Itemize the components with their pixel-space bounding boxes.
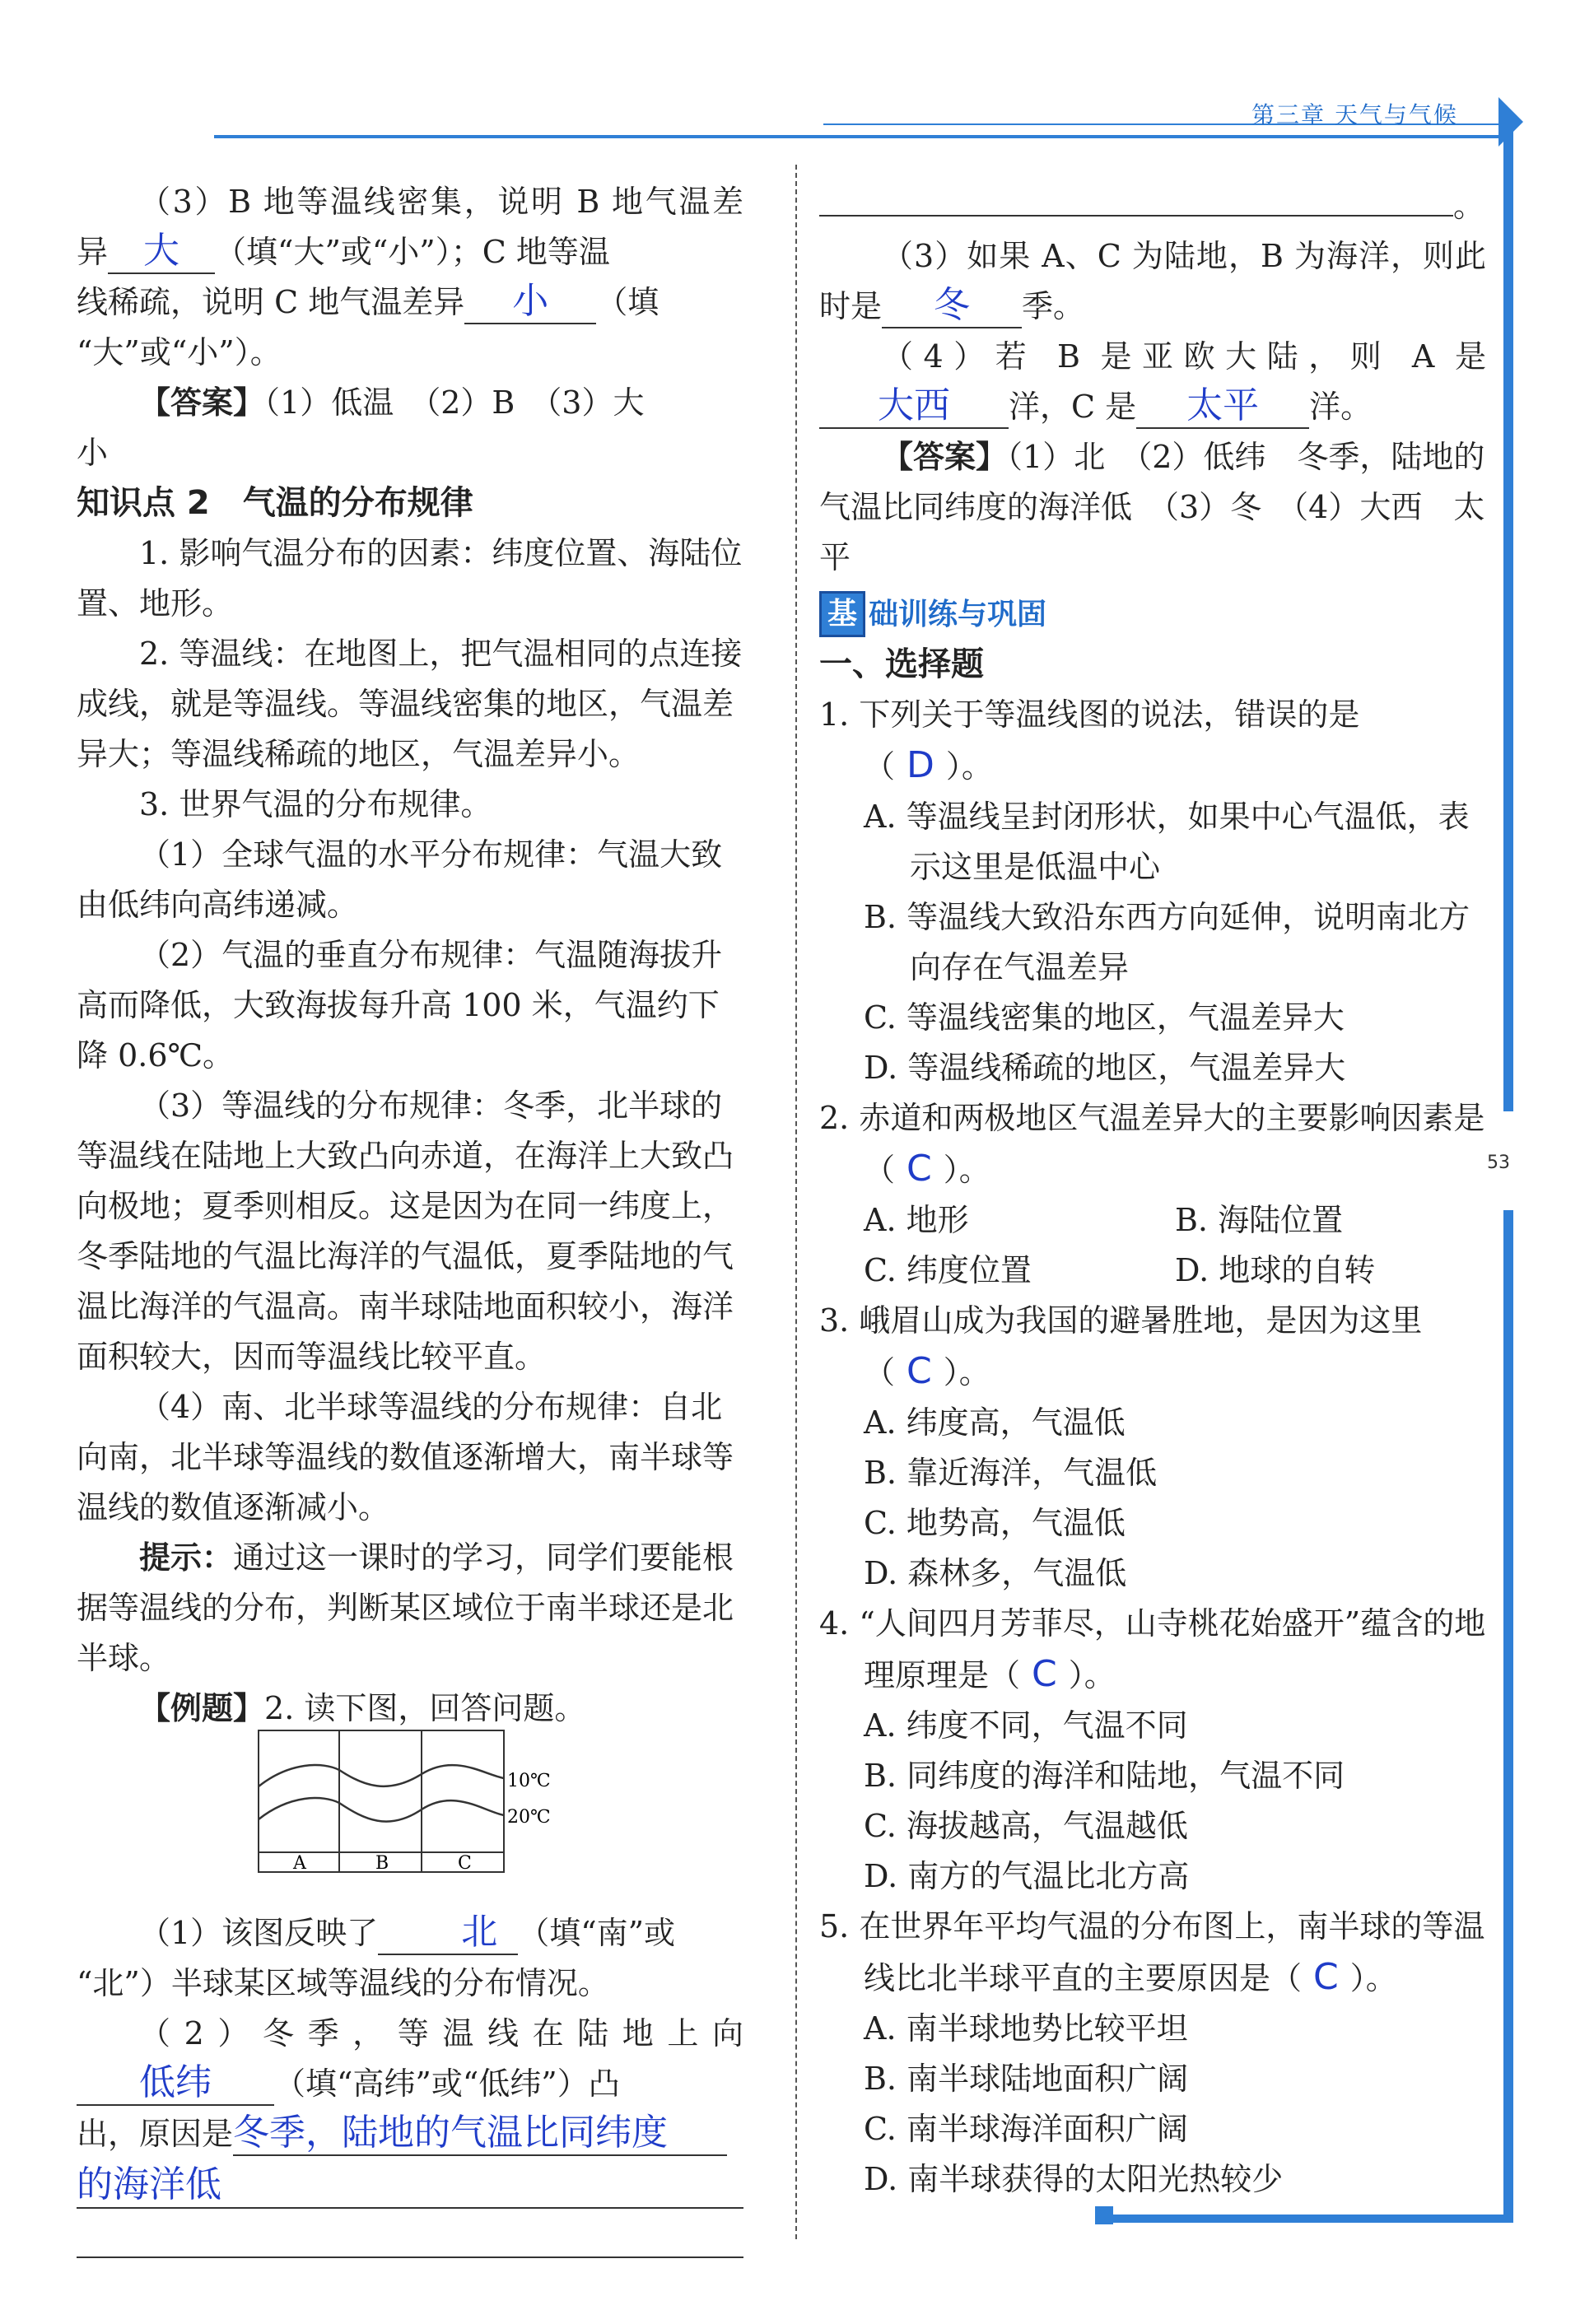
tip-label: 提示：	[139, 1539, 234, 1576]
mcq-question	[819, 690, 1486, 792]
mcq-option[interactable]: C. 海拔越高，气温越低	[864, 1807, 1188, 1844]
ex-q2-line3	[77, 2109, 743, 2159]
section-choice-title: 一、选择题	[819, 645, 984, 683]
handwritten-answer: 大	[143, 230, 180, 272]
q3-line1: （3）B 地等温线密集，说明 B 地气温差	[139, 184, 743, 220]
mcq-option-row	[819, 1195, 1486, 1246]
mcq-option[interactable]: B. 海陆位置	[1175, 1201, 1344, 1238]
mcq-stem-end: ）。	[945, 747, 993, 785]
mcq-option[interactable]: A. 纬度高，气温低	[864, 1404, 1126, 1441]
tip	[77, 1533, 743, 1684]
answer-text: （1）北 （2）低纬 冬季，陆地的气温比同纬度的海洋低 （3）冬 （4）大西 太平	[819, 439, 1485, 575]
answer-1-cont: 小	[77, 435, 109, 471]
section-banner	[819, 588, 1486, 640]
q4-line2	[819, 382, 1486, 432]
handwritten-answer: 低纬	[139, 2061, 212, 2103]
mcq-list	[819, 690, 1486, 2205]
mcq-option[interactable]: C. 南半球海洋面积广阔	[864, 2110, 1188, 2147]
answer-1	[77, 378, 743, 428]
page-number: 53	[1487, 1153, 1510, 1173]
carry-blank[interactable]	[819, 177, 1453, 217]
chapter-heading: 第三章 天气与气候	[1251, 101, 1458, 128]
ex-q2-answer-line[interactable]	[77, 2159, 743, 2209]
isotherm-10	[259, 1765, 504, 1786]
mcq-option[interactable]: C. 纬度位置	[864, 1251, 1032, 1288]
mcq-stem: 4. “人间四月芳菲尽，山寺桃花始盛开”蕴含的地理原理是（	[819, 1604, 1486, 1693]
example-heading	[77, 1684, 743, 1734]
q3-right-text: 时是	[819, 288, 883, 324]
ex-q2-blank2[interactable]	[233, 2112, 727, 2156]
q3-text: （填“大”或“小”）；C 地等温	[215, 234, 610, 270]
handwritten-answer: 的海洋低	[77, 2163, 221, 2205]
mcq-option[interactable]: A. 南半球地势比较平坦	[864, 2010, 1188, 2047]
carry-line	[819, 177, 1486, 231]
q4-blank1[interactable]	[819, 384, 1009, 429]
bottom-bar	[1103, 2215, 1513, 2223]
mcq-option[interactable]: A. 等温线呈封闭形状，如果中心气温低，表示这里是低温中心	[864, 798, 1470, 885]
q4-text: 洋，C 是	[1009, 389, 1137, 425]
kp2-para-1: 1. 影响气温分布的因素：纬度位置、海陆位置、地形。	[77, 535, 743, 622]
mcq-stem: 5. 在世界年平均气温的分布图上，南半球的等温线比北半球平直的主要原因是（	[819, 1907, 1485, 1996]
handwritten-answer: 小	[512, 280, 549, 322]
kp2-para-5: （2）气温的垂直分布规律：气温随海拔升高而降低，大致海拔每升高 100 米，气温约下降 0.6℃。	[77, 937, 723, 1074]
q4-text: 洋。	[1309, 389, 1373, 425]
banner-text: 础训练与巩固	[869, 597, 1047, 631]
handwritten-answer: 北	[461, 1911, 498, 1953]
mcq-option[interactable]: D. 森林多，气温低	[864, 1554, 1127, 1591]
ex-q2-answer-line[interactable]	[77, 2209, 743, 2258]
mcq-option-row	[819, 1246, 1486, 1296]
column-divider	[795, 165, 797, 2239]
mcq-option[interactable]: C. 等温线密集的地区，气温差异大	[864, 999, 1345, 1036]
ex-q2-line1: （2）冬季，等温线在陆地上向	[139, 2015, 743, 2052]
ex-q2-blank1[interactable]	[77, 2061, 274, 2106]
handwritten-answer: 冬	[934, 284, 971, 326]
q3-right-line1: （3）如果 A、C 为陆地，B 为海洋，则此	[882, 238, 1486, 274]
knowledge-point-2-title: 知识点 2 气温的分布规律	[77, 484, 473, 522]
handwritten-answer[interactable]: C	[1313, 1955, 1339, 1998]
ex-q1-text: （1）该图反映了	[139, 1915, 379, 1951]
q3-line3	[77, 277, 743, 328]
ex-q2-text: （填“高纬”或“低纬”）凸	[274, 2066, 620, 2102]
example-label: 【例题】	[139, 1690, 265, 1726]
q4-line1: （4）若 B 是亚欧大陆，则 A 是	[882, 338, 1486, 375]
handwritten-answer: 大西	[878, 384, 950, 426]
mcq-stem-end: ）。	[943, 1151, 990, 1188]
region-c-label: C	[458, 1853, 472, 1874]
mcq-question	[819, 1902, 1486, 2004]
kp2-para-7: （4）南、北半球等温线的分布规律：自北向南，北半球等温线的数值逐渐增大，南半球等温线的数值逐渐减小。	[77, 1389, 734, 1525]
q3-text: （填	[596, 284, 660, 320]
q3-line2	[77, 227, 743, 277]
mcq-option[interactable]: D. 地球的自转	[1175, 1251, 1376, 1288]
q3-right-line2	[819, 282, 1486, 332]
answer-label: 【答案】	[139, 384, 265, 421]
handwritten-answer[interactable]: D	[907, 743, 934, 786]
handwritten-answer[interactable]: C	[907, 1147, 932, 1190]
region-a-label: A	[293, 1853, 306, 1874]
q4-blank2[interactable]	[1136, 384, 1309, 429]
mcq-stem: 2. 赤道和两极地区气温差异大的主要影响因素是（	[819, 1099, 1485, 1188]
handwritten-answer: 太平	[1186, 384, 1260, 426]
mcq-option[interactable]: D. 南方的气温比北方高	[864, 1857, 1190, 1894]
mcq-option[interactable]: B. 靠近海洋，气温低	[864, 1454, 1158, 1491]
mcq-option[interactable]: A. 纬度不同，气温不同	[864, 1707, 1188, 1744]
mcq-stem: 3. 峨眉山成为我国的避暑胜地，是因为这里（	[819, 1302, 1423, 1390]
mcq-stem-end: ）。	[1068, 1656, 1116, 1693]
handwritten-answer[interactable]: C	[907, 1349, 932, 1392]
mcq-question	[819, 1599, 1486, 1701]
bottom-square-icon	[1095, 2206, 1113, 2224]
answer-2	[819, 432, 1486, 583]
kp2-para-4: （1）全球气温的水平分布规律：气温大致由低纬向高纬递减。	[77, 836, 723, 923]
q3-right-blank[interactable]	[882, 284, 1022, 328]
mcq-option[interactable]: A. 地形	[864, 1201, 969, 1238]
kp2-para-2: 2. 等温线：在地图上，把气温相同的点连接成线，就是等温线。等温线密集的地区，气温差异大；等温线稀疏的地区，气温差异小。	[77, 636, 743, 772]
example-text: 2. 读下图，回答问题。	[264, 1690, 586, 1726]
banner-icon: 基	[819, 591, 865, 637]
ex-q2-text: 出，原因是	[77, 2116, 234, 2152]
mcq-stem: 1. 下列关于等温线图的说法，错误的是（	[819, 696, 1360, 785]
q3-blank1[interactable]	[108, 230, 215, 274]
tip-text: 通过这一课时的学习，同学们要能根据等温线的分布，判断某区域位于南半球还是北半球。	[77, 1539, 734, 1676]
mcq-option[interactable]: B. 南半球陆地面积广阔	[864, 2060, 1189, 2097]
handwritten-answer: 冬季，陆地的气温比同纬度	[233, 2112, 669, 2154]
left-column	[77, 177, 743, 2258]
kp2-para-6: （3）等温线的分布规律：冬季，北半球的等温线在陆地上大致凸向赤道，在海洋上大致凸向极地；夏季则相反。这是因为在同一纬度上，冬季陆地的气温比海洋的气温低，夏季陆地的气温比海洋的气温高。南半球陆地面积较小，海洋面积较大，因而等温线比较平直。	[77, 1087, 734, 1375]
banner	[819, 589, 1046, 640]
mcq-option[interactable]: D. 南半球获得的太阳光热较少	[864, 2160, 1284, 2197]
mcq-option[interactable]: B. 等温线大致沿东西方向延伸，说明南北方向存在气温差异	[864, 898, 1470, 985]
q3-blank2[interactable]	[464, 280, 596, 324]
mcq-option[interactable]: B. 同纬度的海洋和陆地，气温不同	[864, 1757, 1345, 1794]
q3-text: 异	[77, 234, 109, 270]
mcq-option[interactable]: C. 地势高，气温低	[864, 1504, 1126, 1541]
ex-q1-line1	[77, 1908, 743, 1958]
isotherm-10-label: 10℃	[507, 1771, 551, 1791]
ex-q1-blank[interactable]	[378, 1911, 518, 1955]
header-rule	[214, 135, 1498, 138]
kp2-para-3: 3. 世界气温的分布规律。	[139, 786, 492, 822]
isotherm-20-label: 20℃	[507, 1807, 551, 1828]
mcq-question	[819, 1093, 1486, 1195]
isotherm-20	[259, 1798, 504, 1822]
mcq-stem-end: ）。	[943, 1353, 990, 1390]
q3-text: 线稀疏，说明 C 地气温差异	[77, 284, 465, 320]
mcq-question	[819, 1296, 1486, 1398]
q3-right-text: 季。	[1022, 288, 1085, 324]
answer-text: （1）低温 （2）B （3）大	[264, 384, 645, 421]
ex-q2-line2	[77, 2059, 743, 2109]
answer-label: 【答案】	[882, 439, 1008, 475]
mcq-stem-end: ）。	[1349, 1959, 1397, 1996]
handwritten-answer[interactable]: C	[1032, 1652, 1057, 1695]
isotherm-diagram	[257, 1729, 570, 1885]
ex-q1-line2: “北”）半球某区域等温线的分布情况。	[77, 1965, 609, 2001]
carry-end: 。	[1453, 188, 1485, 224]
right-column	[819, 177, 1486, 2205]
ex-q1-text: （填“南”或	[518, 1915, 676, 1951]
region-b-label: B	[375, 1853, 389, 1874]
q3-line4: “大”或“小”）。	[77, 334, 282, 370]
mcq-option[interactable]: D. 等温线稀疏的地区，气温差异大	[864, 1049, 1346, 1086]
